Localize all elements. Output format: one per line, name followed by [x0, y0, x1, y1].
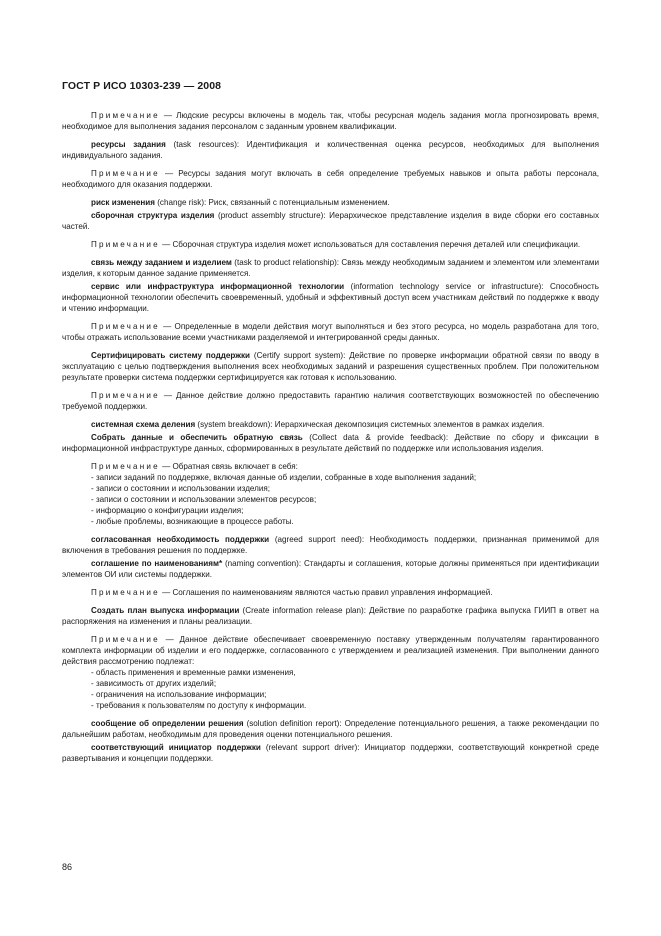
definition-paragraph: связь между заданием и изделием (task to product relationship): Связь между необходимым заданием и элементом или элементами изделия, к которым данное задание применяется.: [62, 258, 599, 278]
term: сообщение об определении решения: [91, 719, 244, 728]
term: Сертифицировать систему поддержки: [91, 351, 250, 360]
list-item: - требования к пользователям по доступу к информации.: [91, 701, 307, 710]
note-label: Примечание: [91, 111, 160, 120]
note-label: Примечание: [91, 588, 160, 597]
page-header: ГОСТ Р ИСО 10303-239 — 2008: [62, 80, 222, 92]
definition-paragraph: соглашение по наименованиям* (naming convention): Стандарты и соглашения, которые должны применяться при идентификации элементов ОИ или системы поддержки.: [62, 559, 599, 579]
list-item: - записи заданий по поддержке, включая данные об изделии, собранные в ходе выполнения заданий;: [91, 473, 477, 482]
note-paragraph: Примечание — Данное действие должно предоставить гарантию наличия соответствующих возможностей по обеспечению требуемой поддержки.: [62, 391, 599, 411]
definition-paragraph: сервис или инфраструктура информационной технологии (information technology service or infrastructure): Способность информационной технологии обеспечить своевременный, удобный и эффективный доступ всем участникам действий по поддержке к вводу и чтению информации.: [62, 282, 599, 313]
term: сервис или инфраструктура информационной технологии: [91, 282, 345, 291]
definition-paragraph: риск изменения (change risk): Риск, связанный с потенциальным изменением.: [91, 198, 390, 207]
note-paragraph: Примечание — Людские ресурсы включены в модель так, чтобы ресурсная модель задания могла прогнозировать время, необходимое для выполнения задания персоналом с заданным уровнем квалификации.: [62, 111, 599, 131]
term: Собрать данные и обеспечить обратную связь: [91, 433, 303, 442]
definition-paragraph: Сертифицировать систему поддержки (Certify support system): Действие по проверке информации обратной связи по вводу в эксплуатацию с целью подтверждения выполнения всех необходимых заданий и разрешения существенных проблем. При положительном результате проверки система поддержки сертифицируется как готовая к использованию.: [62, 351, 599, 382]
definition-paragraph: согласованная необходимость поддержки (agreed support need): Необходимость поддержки, признанная применимой для включения в требования решения по поддержке.: [62, 535, 599, 555]
list-item: - записи о состоянии и использовании изделия;: [91, 484, 271, 493]
note-label: Примечание: [91, 391, 160, 400]
note-label: Примечание: [91, 240, 160, 249]
definition-paragraph: сообщение об определении решения (solution definition report): Определение потенциального решения, а также рекомендации по дальнейшим работам, необходимым для проведения оценки потенциального решения.: [62, 719, 600, 739]
note-label: Примечание: [91, 462, 160, 471]
note-paragraph: Примечание — Соглашения по наименованиям являются частью правил управления информацией.: [91, 588, 493, 597]
definition-paragraph: Создать план выпуска информации (Create information release plan): Действие по разработке графика выпуска ГИИП в ответ на распоряжения на изменения и планы реализации.: [62, 606, 599, 626]
list-item: - записи о состоянии и использовании элементов ресурсов;: [91, 495, 317, 504]
term: сборочная структура изделия: [91, 211, 215, 220]
list-item: - любые проблемы, возникающие в процессе работы.: [91, 517, 294, 526]
list-item: - ограничения на использование информации;: [91, 690, 267, 699]
list-item: - зависимость от других изделий;: [91, 679, 217, 688]
note-label: Примечание: [91, 635, 160, 644]
definition-paragraph: системная схема деления (system breakdown): Иерархическая декомпозиция системных элементов в рамках изделия.: [91, 420, 545, 429]
note-paragraph: Примечание — Определенные в модели действия могут выполняться и без этого ресурса, но модель разработана для того, чтобы отражать использование всеми участниками разделяемой и интегрированной среды данных.: [62, 322, 599, 342]
note-paragraph: Примечание — Данное действие обеспечивает своевременную поставку утвержденным получателям гарантированного комплекта информации об изделии и его поддержке, согласованного с утверждением и реализацией изменения. При выполнении данного действия рассмотрению подлежат:: [62, 635, 599, 666]
note-paragraph: Примечание — Сборочная структура изделия может использоваться для составления перечня деталей или спецификации.: [91, 240, 581, 249]
term: риск изменения: [91, 198, 155, 207]
term: соответствующий инициатор поддержки: [91, 743, 261, 752]
page-number: 86: [62, 862, 73, 872]
note-list: [62, 667, 599, 711]
term: согласованная необходимость поддержки: [91, 535, 270, 544]
note-label: Примечание: [91, 169, 160, 178]
term: ресурсы задания: [91, 140, 166, 149]
definition-paragraph: Собрать данные и обеспечить обратную связь (Collect data & provide feedback): Действие по сбору и фиксации в информационной инфраструктуре данных, сформированных в результате действий по поддержке или использования изделия.: [62, 433, 599, 453]
document-body: [62, 110, 599, 764]
definition-paragraph: соответствующий инициатор поддержки (relevant support driver): Инициатор поддержки, соответствующий конкретной среде развертывания и концепции поддержки.: [62, 743, 599, 763]
term: соглашение по наименованиям*: [91, 559, 223, 568]
term: системная схема деления: [91, 420, 196, 429]
definition-paragraph: ресурсы задания (task resources): Идентификация и количественная оценка ресурсов, необходимых для выполнения индивидуального задания.: [62, 140, 600, 160]
term: Создать план выпуска информации: [91, 606, 240, 615]
list-item: - информацию о конфигурации изделия;: [91, 506, 244, 515]
note-list: [62, 472, 599, 527]
note-label: Примечание: [91, 322, 160, 331]
note-paragraph: Примечание — Обратная связь включает в себя:: [91, 462, 298, 471]
definition-paragraph: сборочная структура изделия (product assembly structure): Иерархическое представление изделия в виде сборки его составных частей.: [62, 211, 600, 231]
note-paragraph: Примечание — Ресурсы задания могут включать в себя определение требуемых навыков и опыта работы персонала, необходимого для оказания поддержки.: [62, 169, 599, 189]
list-item: - область применения и временные рамки изменения,: [91, 668, 296, 677]
term: связь между заданием и изделием: [91, 258, 232, 267]
